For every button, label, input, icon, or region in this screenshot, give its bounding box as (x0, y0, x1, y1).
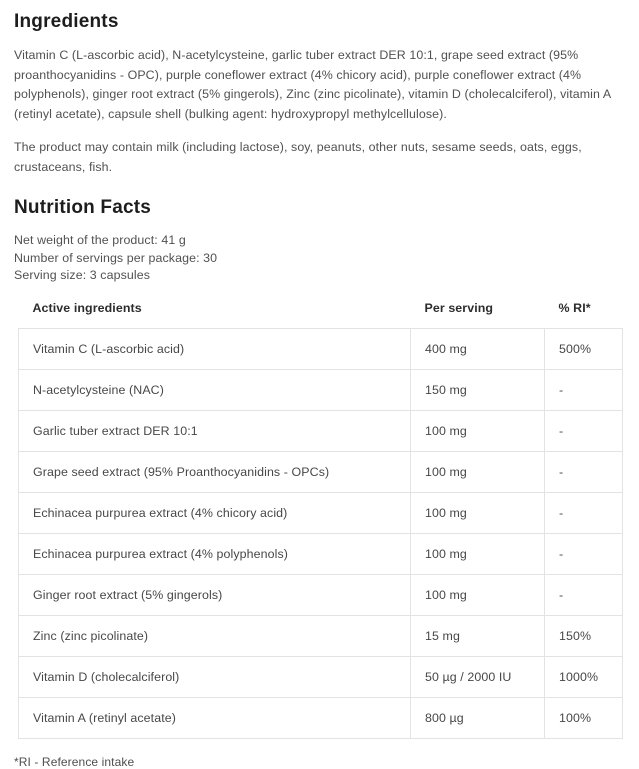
ri-cell: 150% (545, 615, 623, 656)
ri-header: % RI* (558, 300, 591, 315)
ingredient-name-cell: Grape seed extract (95% Proanthocyanidins - OPCs) (19, 451, 411, 492)
table-row (19, 697, 623, 738)
ingredient-name-cell: Vitamin A (retinyl acetate) (19, 697, 411, 738)
nutrition-table-body (19, 328, 623, 738)
ri-cell: - (545, 574, 623, 615)
active-ingredients-header: Active ingredients (32, 300, 142, 315)
nutrition-table-header (19, 294, 623, 329)
ingredients-text: Vitamin C (L-ascorbic acid), N-acetylcysteine, garlic tuber extract DER 10:1, grape seed extract (95% proanthocyanidins - OPC), purple coneflower extract (4% chicory acid), purple coneflower extract (4% polyphenols), ginger root extract (5% gingerols), Zinc (zinc picolinate), vitamin D (cholecalciferol), vitamin A (retinyl acetate), capsule shell (bulking agent: hydroxypropyl methylcellulose). (14, 48, 611, 121)
nutrition-facts-heading: Nutrition Facts (14, 197, 152, 218)
ingredient-name-cell: Ginger root extract (5% gingerols) (19, 574, 411, 615)
allergen-text: The product may contain milk (including lactose), soy, peanuts, other nuts, sesame seeds, oats, eggs, crustaceans, fish. (14, 140, 582, 174)
table-row (19, 410, 623, 451)
ingredient-name-cell: Zinc (zinc picolinate) (19, 615, 411, 656)
reference-intake-footnote: *RI - Reference intake (14, 754, 135, 769)
per-serving-header: Per serving (424, 300, 494, 315)
ingredient-name-cell: Vitamin C (L-ascorbic acid) (19, 328, 411, 369)
table-row (19, 656, 623, 697)
ri-cell: - (545, 451, 623, 492)
per-serving-cell: 100 mg (411, 533, 545, 574)
ri-cell: - (545, 492, 623, 533)
table-row (19, 369, 623, 410)
per-serving-cell: 100 mg (411, 410, 545, 451)
per-serving-cell: 50 µg / 2000 IU (411, 656, 545, 697)
ingredient-name-cell: Echinacea purpurea extract (4% chicory acid) (19, 492, 411, 533)
table-row (19, 615, 623, 656)
ri-cell: - (545, 369, 623, 410)
table-row (19, 533, 623, 574)
nutrition-table (18, 294, 623, 739)
ingredient-name-cell: Echinacea purpurea extract (4% polyphenols) (19, 533, 411, 574)
ri-cell: 500% (545, 328, 623, 369)
per-serving-cell: 800 µg (411, 697, 545, 738)
ri-cell: - (545, 410, 623, 451)
ri-cell: - (545, 533, 623, 574)
net-weight-line: Net weight of the product: 41 g (14, 233, 186, 247)
ingredient-name-cell: N-acetylcysteine (NAC) (19, 369, 411, 410)
ingredient-name-cell: Vitamin D (cholecalciferol) (19, 656, 411, 697)
table-row (19, 492, 623, 533)
table-row (19, 574, 623, 615)
table-row (19, 451, 623, 492)
ri-cell: 100% (545, 697, 623, 738)
per-serving-cell: 100 mg (411, 574, 545, 615)
per-serving-cell: 150 mg (411, 369, 545, 410)
serving-size-line: Serving size: 3 capsules (14, 268, 151, 282)
ri-cell: 1000% (545, 656, 623, 697)
header-row (19, 294, 623, 329)
per-serving-cell: 400 mg (411, 328, 545, 369)
per-serving-cell: 100 mg (411, 451, 545, 492)
ingredients-heading: Ingredients (14, 11, 119, 32)
table-row (19, 328, 623, 369)
per-serving-cell: 15 mg (411, 615, 545, 656)
servings-per-package-line: Number of servings per package: 30 (14, 250, 218, 265)
per-serving-cell: 100 mg (411, 492, 545, 533)
nutrition-meta (14, 232, 622, 285)
ingredient-name-cell: Garlic tuber extract DER 10:1 (19, 410, 411, 451)
